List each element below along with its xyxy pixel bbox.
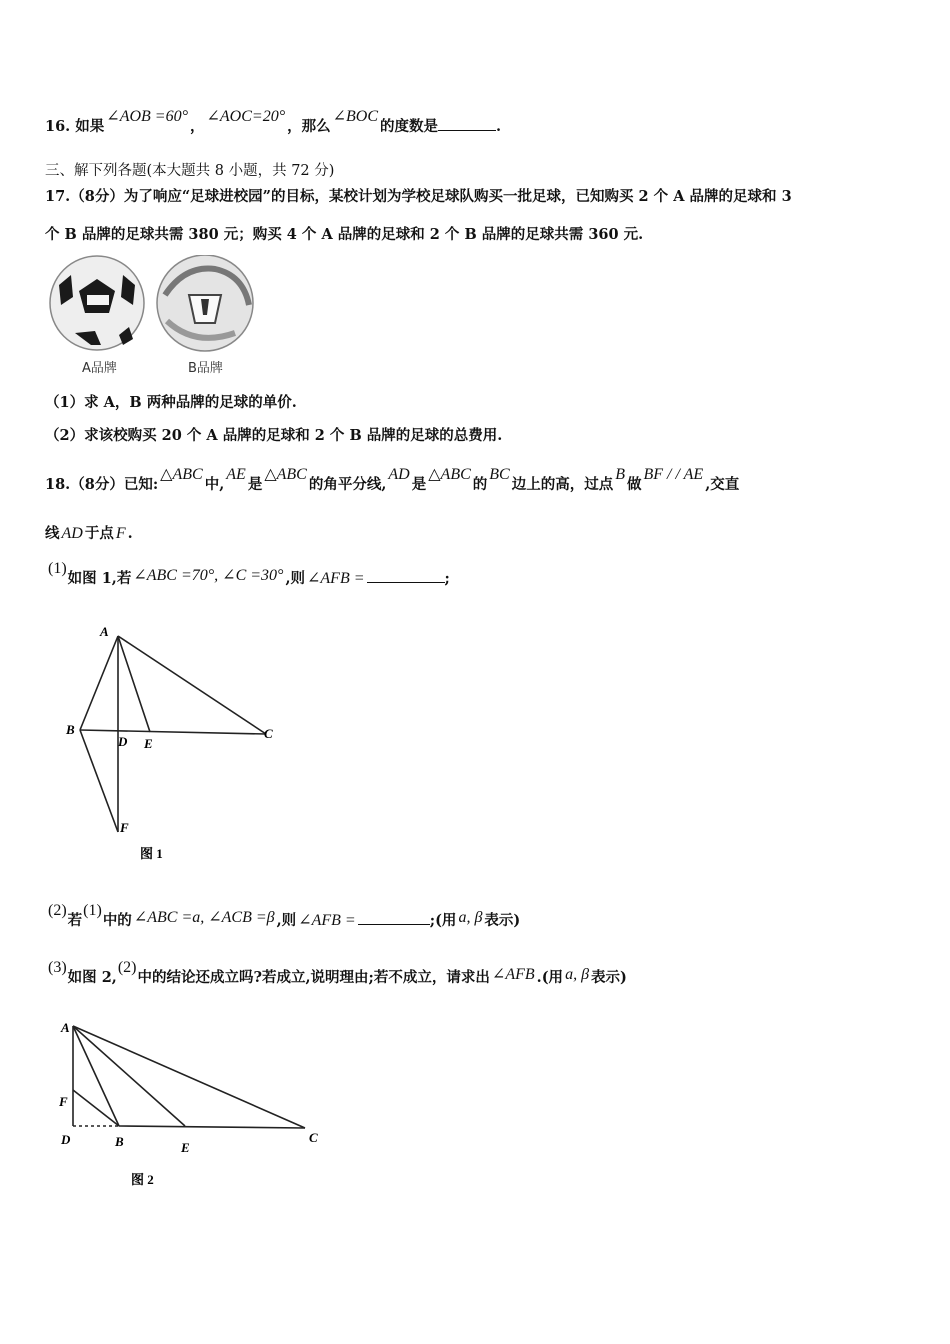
part-reference: (1) bbox=[83, 902, 102, 919]
q18-p1-math: ∠ABC =70°, ∠C =30° bbox=[133, 567, 284, 584]
fig2-label-d: D bbox=[61, 1132, 71, 1147]
q18-p2-answer-blank[interactable] bbox=[358, 910, 430, 925]
q18-ad: AD bbox=[61, 525, 83, 542]
q18-text: 若 bbox=[67, 912, 83, 929]
caption-b-brand: B品牌 bbox=[188, 361, 223, 376]
q18-text: 表示) bbox=[484, 912, 521, 929]
q18-text: 的 bbox=[472, 476, 488, 493]
q18-text: 中, bbox=[204, 476, 225, 493]
fig2-label-c: C bbox=[309, 1130, 318, 1145]
q18-text: . bbox=[127, 525, 133, 542]
q18-text: 如图 2, bbox=[67, 969, 117, 986]
q16-answer-blank[interactable] bbox=[438, 116, 496, 131]
part-number: (3) bbox=[48, 959, 67, 976]
q17-sub2: （2）求该校购买 20 个 A 品牌的足球和 2 个 B 品牌的足球的总费用. bbox=[45, 427, 503, 444]
q17-line2: 个 B 品牌的足球共需 380 元；购买 4 个 A 品牌的足球和 2 个 B 品牌的足球共需 360 元. bbox=[45, 226, 644, 243]
q18-triangle: △ABC bbox=[160, 466, 203, 483]
q18-text: 的角平分线, bbox=[308, 476, 387, 493]
q18-number: 18.（8分）已知: bbox=[45, 476, 159, 493]
q18-a-beta: a, β bbox=[458, 909, 483, 926]
q18-text: ,则 bbox=[285, 570, 305, 587]
q16-text-then: ，那么 bbox=[287, 118, 331, 135]
q18-text: ;(用 bbox=[429, 912, 457, 929]
q17-sub1: （1）求 A，B 两种品牌的足球的单价. bbox=[45, 394, 297, 411]
soccer-ball-images bbox=[45, 255, 260, 355]
q18-text: 中的 bbox=[102, 912, 132, 929]
q18-p2-math: ∠ABC =a, ∠ACB =β bbox=[133, 909, 275, 926]
q18-part3 bbox=[47, 959, 627, 988]
q18-line1 bbox=[45, 466, 740, 495]
q18-line2 bbox=[45, 524, 133, 544]
q16-text-degree: 的度数是 bbox=[380, 118, 439, 135]
fig2-label-a: A bbox=[61, 1020, 70, 1035]
q18-bf-parallel-ae: BF / / AE bbox=[643, 466, 704, 483]
fig1-label-a: A bbox=[100, 624, 109, 639]
q18-point-b: B bbox=[615, 466, 625, 483]
part-reference: (2) bbox=[117, 959, 137, 976]
q18-text: 线 bbox=[45, 525, 60, 542]
q16-angle-aob: ∠AOB =60° bbox=[106, 108, 188, 125]
q18-part2 bbox=[47, 902, 521, 931]
section-heading: 三、解下列各题(本大题共 8 小题，共 72 分) bbox=[45, 163, 335, 179]
q18-text: 中的结论还成立吗?若成立,说明理由;若不成立，请求出 bbox=[137, 969, 490, 986]
q18-text: 是 bbox=[411, 476, 427, 493]
figure-1 bbox=[60, 622, 290, 867]
fig2-label-e: E bbox=[181, 1140, 190, 1155]
q16-angle-aoc: ∠AOC=20° bbox=[206, 108, 286, 125]
fig2-caption: 图 2 bbox=[131, 1172, 154, 1187]
fig2-label-b: B bbox=[115, 1134, 124, 1149]
q18-text: 于点 bbox=[84, 525, 114, 542]
fig1-label-e: E bbox=[144, 736, 153, 751]
q18-text: 做 bbox=[627, 476, 642, 493]
q18-afb: ∠AFB bbox=[491, 966, 535, 983]
q17-line1: 17.（8分）为了响应“足球进校园”的目标，某校计划为学校足球队购买一批足球，已知购买 2 个 A 品牌的足球和 3 bbox=[45, 188, 792, 205]
q18-a-beta: a, β bbox=[565, 966, 590, 983]
q18-ae: AE bbox=[226, 466, 246, 483]
ball-b-image bbox=[157, 255, 253, 351]
part-number: (2) bbox=[48, 902, 67, 919]
part-number: (1) bbox=[48, 560, 67, 577]
q16-comma: ， bbox=[190, 118, 205, 135]
fig1-label-c: C bbox=[264, 726, 273, 741]
q18-bc: BC bbox=[489, 466, 510, 483]
q18-text: 如图 1,若 bbox=[67, 570, 132, 587]
q18-text: ,交直 bbox=[705, 476, 740, 493]
q18-text: 边上的高，过点 bbox=[511, 476, 614, 493]
q18-triangle: △ABC bbox=[264, 466, 307, 483]
fig1-label-b: B bbox=[66, 722, 75, 737]
figure-2 bbox=[55, 1018, 335, 1193]
q18-part1 bbox=[47, 560, 450, 589]
q18-afb: ∠AFB = bbox=[307, 570, 365, 587]
fig2-label-f: F bbox=[59, 1094, 68, 1109]
q16-end: . bbox=[496, 118, 502, 135]
q18-text: ; bbox=[444, 570, 450, 587]
fig1-label-f: F bbox=[120, 820, 129, 835]
q18-ad: AD bbox=[388, 466, 410, 483]
q18-text: 表示) bbox=[591, 969, 627, 986]
q18-afb: ∠AFB = bbox=[298, 912, 356, 929]
fig1-caption: 图 1 bbox=[140, 846, 163, 861]
q16-text: 如果 bbox=[75, 118, 105, 135]
q18-text: 是 bbox=[247, 476, 263, 493]
fig1-label-d: D bbox=[118, 734, 128, 749]
ball-a-image bbox=[50, 256, 144, 350]
q18-triangle: △ABC bbox=[428, 466, 471, 483]
q16-number: 16. bbox=[45, 118, 71, 135]
q18-point-f: F bbox=[115, 525, 126, 542]
q16-angle-boc: ∠BOC bbox=[332, 108, 379, 125]
q16-line bbox=[45, 108, 502, 137]
q18-text: ,则 bbox=[276, 912, 297, 929]
q18-text: .(用 bbox=[536, 969, 564, 986]
caption-a-brand: A品牌 bbox=[82, 361, 117, 376]
q18-p1-answer-blank[interactable] bbox=[367, 568, 445, 583]
